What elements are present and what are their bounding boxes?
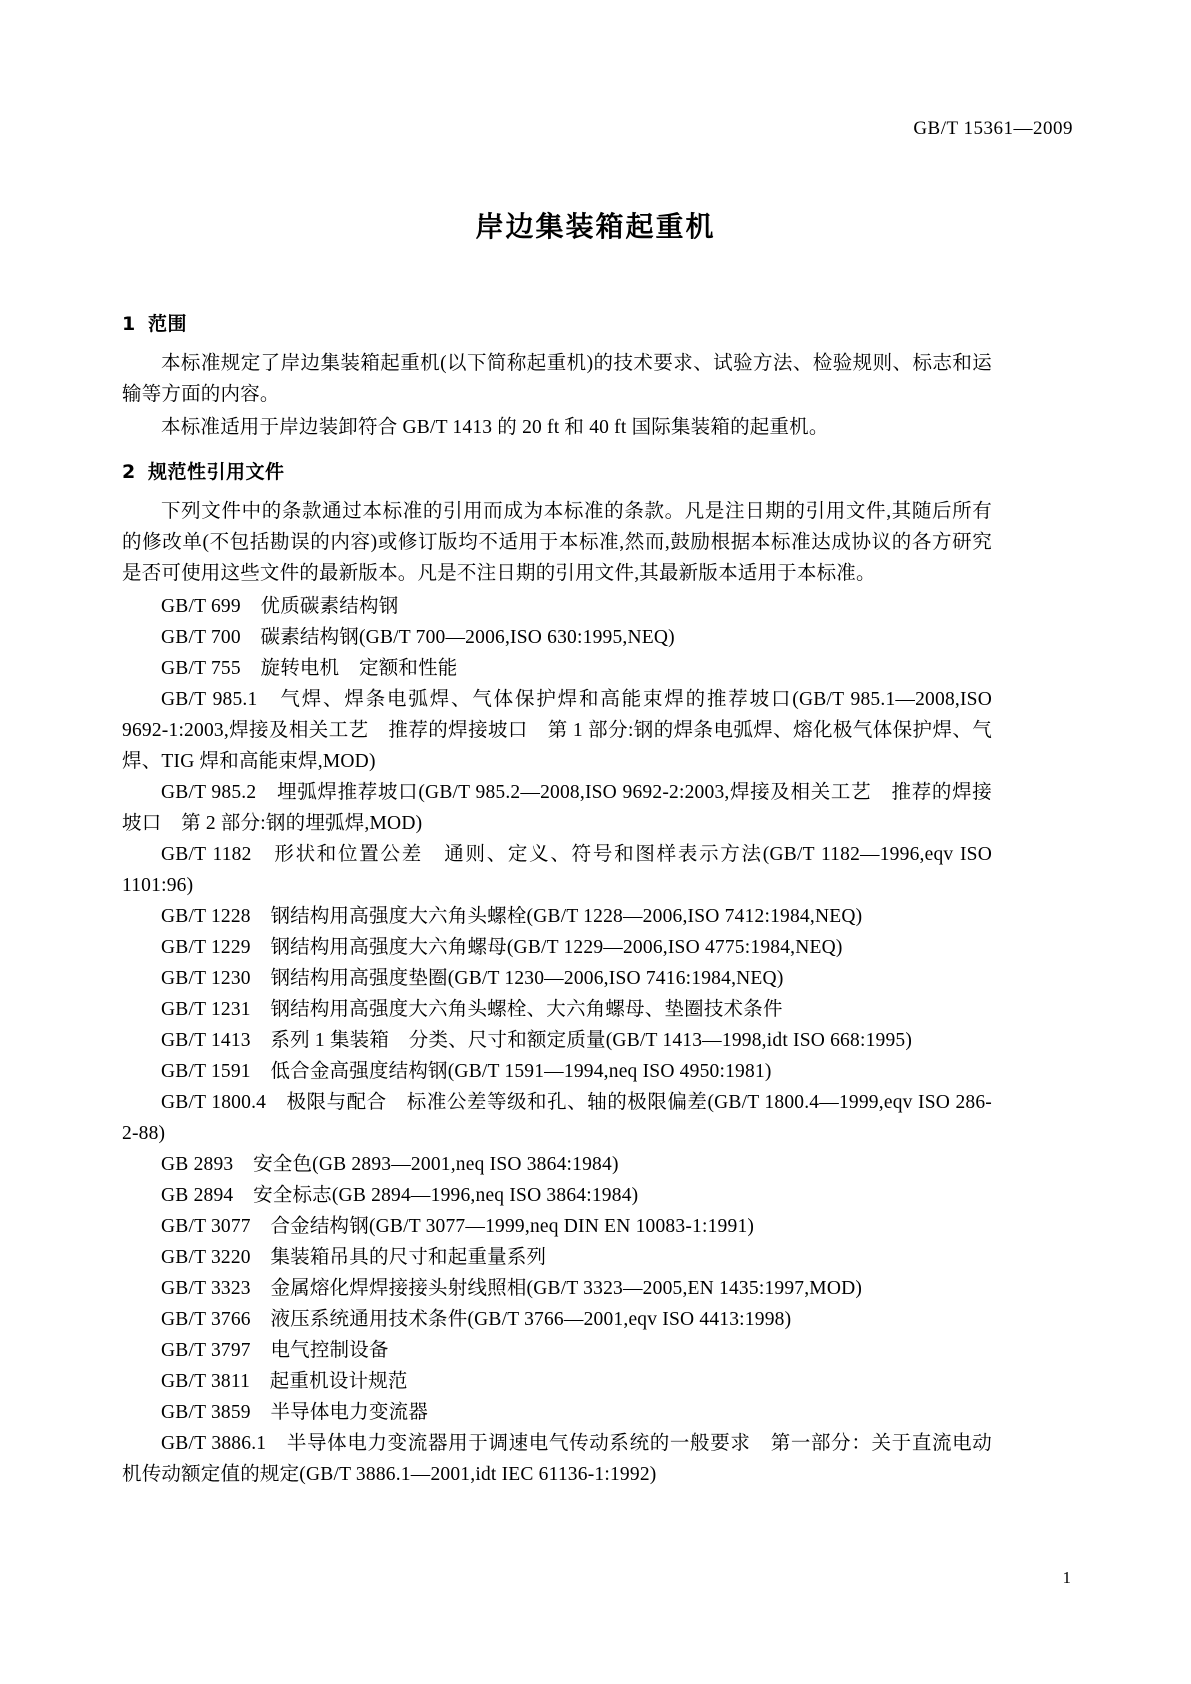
- section-title-1: 范围: [148, 313, 188, 335]
- reference-item: GB/T 1413 系列 1 集装箱 分类、尺寸和额定质量(GB/T 1413—1998,idt ISO 668:1995): [161, 1030, 913, 1051]
- section-number-1: 1: [122, 313, 136, 335]
- reference-item: GB 2894 安全标志(GB 2894—1996,neq ISO 3864:1984): [161, 1185, 639, 1206]
- reference-item: GB/T 1229 钢结构用高强度大六角螺母(GB/T 1229—2006,ISO 4775:1984,NEQ): [161, 937, 843, 958]
- section-1-paragraph-1: 本标准规定了岸边集装箱起重机(以下简称起重机)的技术要求、试验方法、检验规则、标志和运输等方面的内容。: [122, 353, 992, 405]
- reference-item: GB/T 3859 半导体电力变流器: [161, 1402, 429, 1423]
- reference-item: GB/T 1230 钢结构用高强度垫圈(GB/T 1230—2006,ISO 7416:1984,NEQ): [161, 968, 784, 989]
- document-body: [122, 295, 992, 1490]
- reference-item: GB/T 3323 金属熔化焊焊接接头射线照相(GB/T 3323—2005,EN 1435:1997,MOD): [161, 1278, 863, 1299]
- reference-item: GB/T 1591 低合金高强度结构钢(GB/T 1591—1994,neq ISO 4950:1981): [161, 1061, 772, 1082]
- reference-item: GB/T 755 旋转电机 定额和性能: [161, 658, 458, 679]
- reference-item: GB/T 1182 形状和位置公差 通则、定义、符号和图样表示方法(GB/T 1182—1996,eqv ISO 1101:96): [122, 844, 992, 896]
- page-title: 岸边集装箱起重机: [475, 210, 716, 243]
- page-header-standard-code: GB/T 15361—2009: [913, 118, 1073, 139]
- section-1-paragraph-2: 本标准适用于岸边装卸符合 GB/T 1413 的 20 ft 和 40 ft 国际集装箱的起重机。: [161, 417, 829, 438]
- reference-item: GB/T 985.1 气焊、焊条电弧焊、气体保护焊和高能束焊的推荐坡口(GB/T 985.1—2008,ISO 9692-1:2003,焊接及相关工艺 推荐的焊接坡口 第 1 部分:钢的焊条电弧焊、熔化极气体保护焊、气焊、TIG 焊和高能束焊,MOD): [122, 689, 992, 772]
- reference-item: GB/T 1228 钢结构用高强度大六角头螺栓(GB/T 1228—2006,ISO 7412:1984,NEQ): [161, 906, 863, 927]
- reference-item: GB/T 700 碳素结构钢(GB/T 700—2006,ISO 630:1995,NEQ): [161, 627, 675, 648]
- reference-item: GB/T 1800.4 极限与配合 标准公差等级和孔、轴的极限偏差(GB/T 1800.4—1999,eqv ISO 286-2-88): [122, 1092, 992, 1144]
- reference-item: GB/T 3220 集装箱吊具的尺寸和起重量系列: [161, 1247, 547, 1268]
- section-2-paragraph-1: 下列文件中的条款通过本标准的引用而成为本标准的条款。凡是注日期的引用文件,其随后所有的修改单(不包括勘误的内容)或修订版均不适用于本标准,然而,鼓励根据本标准达成协议的各方研究是否可使用这些文件的最新版本。凡是不注日期的引用文件,其最新版本适用于本标准。: [122, 501, 992, 584]
- section-heading-2: [122, 457, 992, 484]
- reference-item: GB/T 3766 液压系统通用技术条件(GB/T 3766—2001,eqv ISO 4413:1998): [161, 1309, 792, 1330]
- section-number-2: 2: [122, 461, 136, 483]
- reference-item: GB 2893 安全色(GB 2893—2001,neq ISO 3864:1984): [161, 1154, 619, 1175]
- section-heading-1: [122, 309, 992, 336]
- reference-item: GB/T 3811 起重机设计规范: [161, 1371, 408, 1392]
- page-number: 1: [1062, 1568, 1071, 1587]
- reference-item: GB/T 1231 钢结构用高强度大六角头螺栓、大六角螺母、垫圈技术条件: [161, 999, 783, 1020]
- reference-item: GB/T 985.2 埋弧焊推荐坡口(GB/T 985.2—2008,ISO 9692-2:2003,焊接及相关工艺 推荐的焊接坡口 第 2 部分:钢的埋弧焊,MOD): [122, 782, 992, 834]
- reference-item: GB/T 3797 电气控制设备: [161, 1340, 389, 1361]
- section-title-2: 规范性引用文件: [148, 461, 285, 483]
- reference-item: GB/T 3077 合金结构钢(GB/T 3077—1999,neq DIN EN 10083-1:1991): [161, 1216, 755, 1237]
- reference-item: GB/T 699 优质碳素结构钢: [161, 596, 399, 617]
- reference-item: GB/T 3886.1 半导体电力变流器用于调速电气传动系统的一般要求 第一部分：关于直流电动机传动额定值的规定(GB/T 3886.1—2001,idt IEC 61136-1:1992): [122, 1433, 992, 1485]
